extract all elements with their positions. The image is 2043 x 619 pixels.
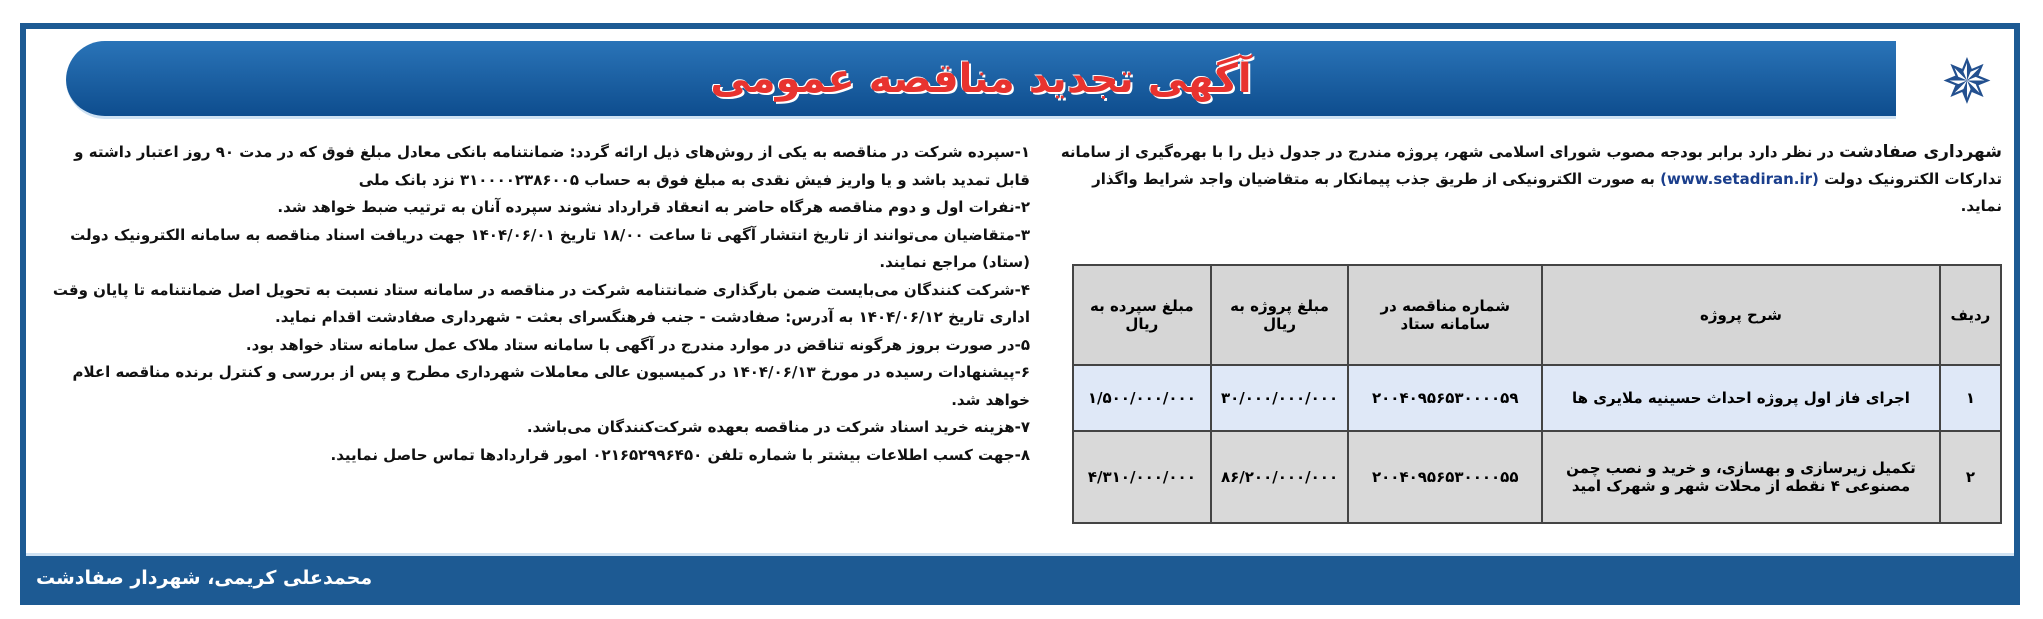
col-header: مبلغ سپرده به ریال: [1073, 265, 1211, 365]
notice-title: آگهی تجدید مناقصه عمومی: [710, 55, 1252, 102]
cell: اجرای فاز اول پروژه احداث حسینیه ملایری ها: [1542, 365, 1940, 431]
cell: ۱/۵۰۰/۰۰۰/۰۰۰: [1073, 365, 1211, 431]
cell: ۱: [1940, 365, 2001, 431]
conditions-list: [40, 139, 1030, 469]
signature-bar: [26, 553, 2014, 599]
table-row: [1073, 431, 2001, 523]
condition-item: ۳-متقاضیان می‌توانند از تاریخ انتشار آگهی تا ساعت ۱۸/۰۰ تاریخ ۱۴۰۴/۰۶/۰۱ جهت دریافت اسناد مناقصه به سامانه الکترونیک دولت (ستاد) مراجع نمایند.: [70, 225, 1030, 271]
cell: ۲۰۰۴۰۹۵۶۵۳۰۰۰۰۵۵: [1348, 431, 1542, 523]
projects-table: [1072, 264, 2002, 524]
col-header: ردیف: [1940, 265, 2001, 365]
condition-item: ۸-جهت کسب اطلاعات بیشتر با شماره تلفن ۰۲۱۶۵۲۹۹۶۴۵۰ امور قراردادها تماس حاصل نمایید.: [330, 445, 1030, 464]
org-name: شهرداری صفادشت: [1839, 142, 2002, 162]
cell: تکمیل زیرسازی و بهسازی، و خرید و نصب چمن مصنوعی ۴ نقطه از محلات شهر و شهرک امید: [1542, 431, 1940, 523]
intro-text: در نظر دارد برابر بودجه مصوب شورای اسلامی شهر، پروژه مندرج در جدول ذیل را با بهره‌گیری از سامانه تدارکات الکترونیک دولت: [1060, 143, 2002, 188]
condition-item: ۶-پیشنهادات رسیده در مورخ ۱۴۰۴/۰۶/۱۳ در کمیسیون عالی معاملات شهرداری مطرح و پس از بررسی و کنترل برنده مناقصه اعلام خواهد شد.: [72, 363, 1030, 409]
condition-item: ۱-سپرده شرکت در مناقصه به یکی از روش‌های ذیل ارائه گردد: ضمانتنامه بانکی معادل مبلغ فوق که در مدت ۹۰ روز اعتبار داشته و قابل تمدید باشد و یا واریز فیش نقدی به مبلغ فوق به حساب ۳۱۰۰۰۰۲۳۸۶۰۰۵ نزد بانک ملی: [74, 143, 1030, 189]
col-header: شماره مناقصه در سامانه ستاد: [1348, 265, 1542, 365]
cell: ۴/۳۱۰/۰۰۰/۰۰۰: [1073, 431, 1211, 523]
condition-item: ۵-در صورت بروز هرگونه تناقض در موارد مندرج در آگهی با سامانه ستاد ملاک عمل سامانه ستاد خواهد بود.: [245, 335, 1030, 354]
condition-item: ۷-هزینه خرید اسناد شرکت در مناقصه بعهده شرکت‌کنندگان می‌باشد.: [526, 418, 1030, 436]
title-banner: [66, 41, 1896, 119]
intro-text-2: به صورت الکترونیکی از طریق جذب پیمانکار به متقاضیان واجد شرایط واگذار نماید.: [1092, 170, 2002, 215]
col-header: مبلغ پروژه به ریال: [1211, 265, 1349, 365]
condition-item: ۲-نفرات اول و دوم مناقصه هرگاه حاضر به انعقاد قرارداد نشوند سپرده آنان به ترتیب ضبط خواهد شد.: [277, 198, 1030, 216]
table-row: [1073, 365, 2001, 431]
signature: محمدعلی کریمی، شهردار صفادشت: [36, 566, 373, 589]
cell: ۲۰۰۴۰۹۵۶۵۳۰۰۰۰۵۹: [1348, 365, 1542, 431]
cell: ۲: [1940, 431, 2001, 523]
condition-item: ۴-شرکت کنندگان می‌بایست ضمن بارگذاری ضمانتنامه شرکت در مناقصه در سامانه ستاد نسبت به تحویل اصل ضمانتنامه تا پایان وقت اداری تاریخ ۱۴۰۴/۰۶/۱۲ به آدرس: صفادشت - جنب فرهنگسرای بعثت - شهرداری صفادشت اقدام نماید.: [52, 280, 1030, 326]
tender-notice: [20, 23, 2020, 605]
cell: ۳۰/۰۰۰/۰۰۰/۰۰۰: [1211, 365, 1349, 431]
intro-paragraph: [1052, 139, 2002, 220]
cell: ۸۶/۲۰۰/۰۰۰/۰۰۰: [1211, 431, 1349, 523]
municipality-logo-icon: ✵: [1941, 44, 1993, 118]
col-header: شرح پروژه: [1542, 265, 1940, 365]
setad-link[interactable]: (www.setadiran.ir): [1660, 170, 1819, 188]
